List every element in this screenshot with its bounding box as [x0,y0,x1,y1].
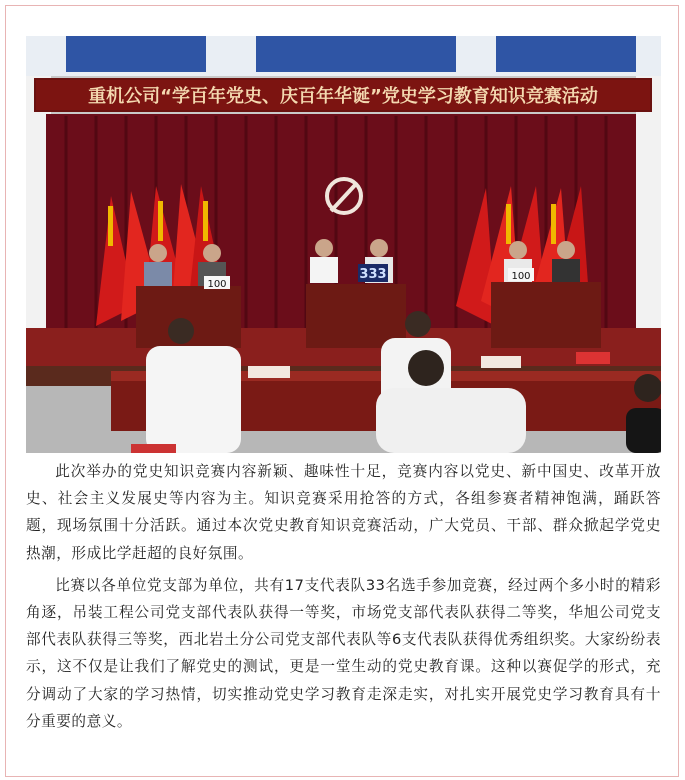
event-photo [26,36,661,453]
score-placard-left: 100 [207,279,227,290]
article-paragraph: 比赛以各单位党支部为单位，共有17支代表队33名选手参加竞赛，经过两个多小时的精彩角逐，吊装工程公司党支部代表队获得一等奖，市场党支部代表队获得二等奖，华旭公司党支部代表队获得三等奖，西北岩土分公司党支部代表队等6支代表队获得优秀组织奖。大家纷纷表示，这不仅是让我们了解党史的测试，更是一堂生动的党史教育课。这种以赛促学的形式，充分调动了大家的学习热情，切实推动党史学习教育走深走实，对扎实开展党史学习教育具有十分重要的意义。 [26,576,661,730]
article-body [26,458,661,735]
article-paragraph: 此次举办的党史知识竞赛内容新颖、趣味性十足，竞赛内容以党史、新中国史、改革开放史、社会主义发展史等内容为主。知识竞赛采用抢答的方式，各组参赛者精神饱满，踊跃答题，现场氛围十分活跃。通过本次党史教育知识竞赛活动，广大党员、干部、群众掀起学党史热潮，形成比学赶超的良好氛围。 [26,463,661,562]
score-display: 333 [359,267,387,282]
score-placard-right: 100 [511,271,531,282]
banner-text: 重机公司“学百年党史、庆百年华诞”党史学习教育知识竞赛活动 [88,86,598,107]
